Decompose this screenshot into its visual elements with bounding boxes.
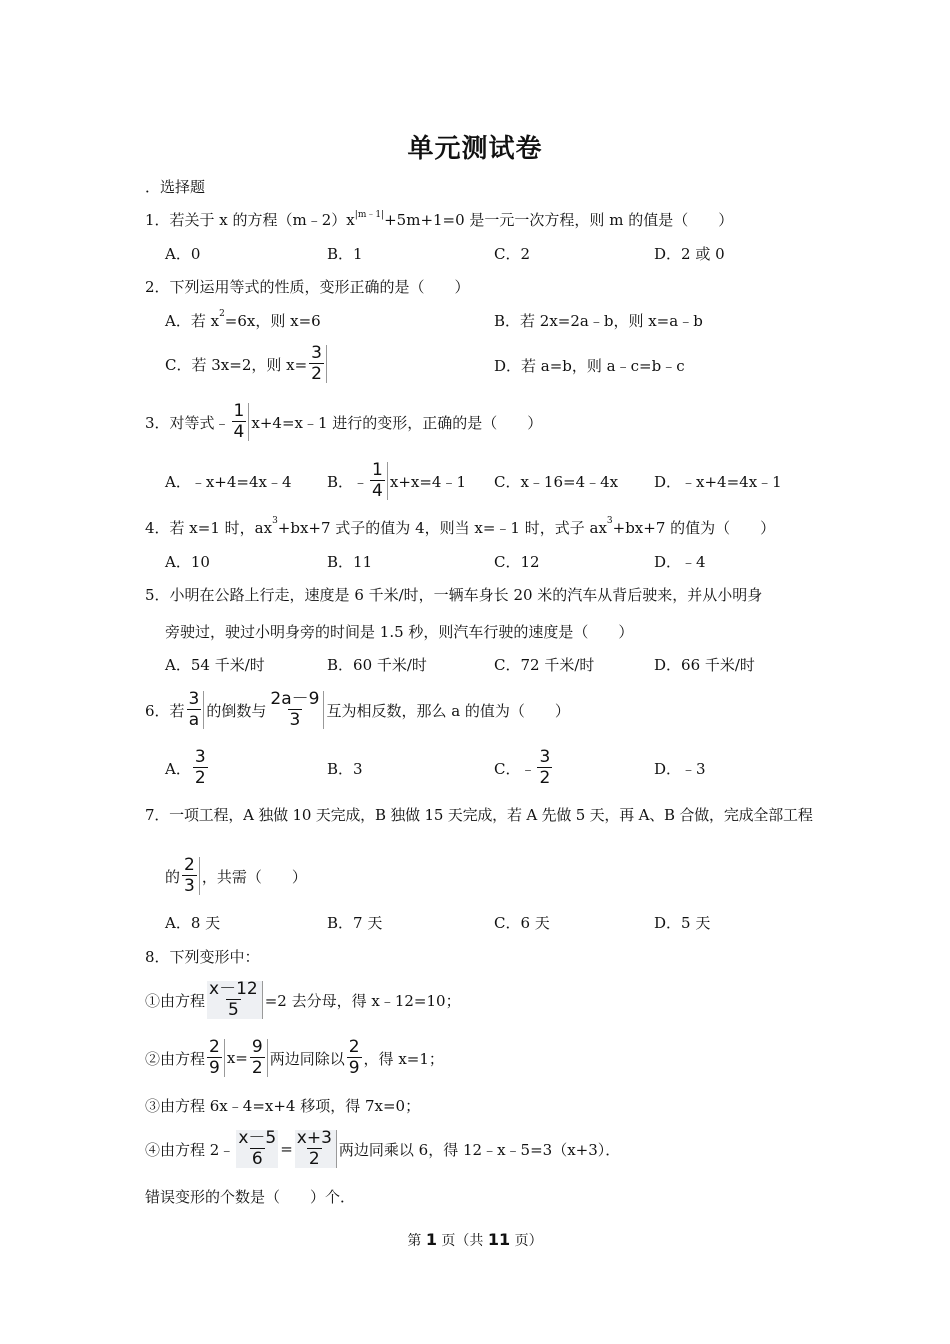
q6-c-fraction <box>537 749 552 787</box>
s1-text-end: =2 去分母，得 x﹣12=10； <box>264 991 461 1010</box>
footer-text-end: 页） <box>510 1233 543 1249</box>
denominator: 2 <box>251 1058 263 1078</box>
denominator: 2 <box>539 768 551 788</box>
numerator: 1 <box>372 460 383 480</box>
s4-text: ④由方程 2﹣ <box>145 1140 235 1159</box>
page-total: 11 <box>487 1230 511 1249</box>
q1-option-d: D．2 或 0 <box>654 244 725 263</box>
section-heading: ．选择题 <box>145 177 206 196</box>
q5-option-b: B．60 千米/时 <box>327 655 427 674</box>
q4-text-end: +bx+7 的值为（ ） <box>612 518 776 537</box>
q7-fraction <box>182 857 200 895</box>
s2-text-mid-2: 两边同除以 <box>269 1049 345 1068</box>
q5-option-d: D．66 千米/时 <box>654 655 755 674</box>
q8-statement-2 <box>145 1036 444 1080</box>
numerator: 3 <box>311 343 322 363</box>
q3-option-c: C．x﹣16=4﹣4x <box>494 472 619 491</box>
question-4 <box>145 515 775 539</box>
s2-text-end: ，得 x=1； <box>363 1049 444 1068</box>
numerator: 2 <box>348 1037 360 1057</box>
denominator: 4 <box>372 481 383 501</box>
q1-option-a: A．0 <box>165 244 201 263</box>
s1-text: ①由方程 <box>145 991 206 1010</box>
numerator: 2 <box>209 1037 220 1057</box>
question-5-line-2: 旁驶过，驶过小明身旁的时间是 1.5 秒，则汽车行驶的速度是（ ） <box>165 622 634 641</box>
q7-text-end: ，共需（ ） <box>201 867 307 886</box>
numerator: 1 <box>233 401 245 421</box>
denominator: 9 <box>209 1058 220 1078</box>
q8-statement-1 <box>145 978 461 1022</box>
q6-option-c <box>494 746 554 790</box>
q6-fraction-1 <box>187 691 205 729</box>
denominator: 9 <box>348 1058 360 1078</box>
s4-equals: = <box>280 1140 293 1158</box>
footer-text-mid: 页（共 <box>436 1233 488 1249</box>
q6-c-text: C．﹣ <box>494 759 536 778</box>
question-6 <box>145 688 570 732</box>
numerator: 3 <box>539 747 551 767</box>
q6-a-text: A． <box>165 759 191 778</box>
q7-option-a: A．8 天 <box>165 913 221 932</box>
denominator: 6 <box>251 1149 263 1169</box>
s2-fraction-2 <box>250 1039 268 1077</box>
q3-fraction <box>232 403 250 441</box>
q7-option-d: D．5 天 <box>654 913 711 932</box>
denominator: a <box>188 710 200 730</box>
q2-option-d: D．若 a=b，则 a﹣c=b﹣c <box>494 356 685 375</box>
question-7-line-1: 7．一项工程，A 独做 10 天完成，B 独做 15 天完成，若 A 先做 5 天，再 A、B 合做，完成全部工程 <box>145 805 813 824</box>
numerator: x－12 <box>209 979 258 999</box>
question-8: 8．下列变形中： <box>145 947 260 966</box>
q1-exponent: |m﹣1| <box>354 209 385 220</box>
s2-text: ②由方程 <box>145 1049 206 1068</box>
q2-a-text: A．若 x <box>165 311 220 330</box>
numerator: 3 <box>194 747 206 767</box>
q2-option-c <box>165 344 329 384</box>
page-title: 单元测试卷 <box>407 134 543 164</box>
q4-option-c: C．12 <box>494 552 540 571</box>
q6-option-d: D．﹣3 <box>654 759 706 778</box>
q1-text: 1．若关于 x 的方程（m﹣2）x <box>145 210 355 229</box>
question-7-line-2 <box>165 853 307 899</box>
q4-exponent-2: 3 <box>606 516 613 526</box>
q5-option-a: A．54 千米/时 <box>165 655 265 674</box>
q2-a-exponent: 2 <box>219 309 225 319</box>
q6-text: 6．若 <box>145 701 185 720</box>
q6-text-mid: 的倒数与 <box>206 701 267 720</box>
q6-option-b: B．3 <box>327 759 363 778</box>
q2-option-b: B．若 2x=2a﹣b，则 x=a﹣b <box>494 311 703 330</box>
footer-text: 第 <box>407 1233 426 1249</box>
q2-c-fraction <box>309 345 327 383</box>
q2-option-a <box>165 308 321 332</box>
denominator: 3 <box>184 876 195 896</box>
q3-text: 3．对等式﹣ <box>145 413 230 432</box>
q3-text-end: x+4=x﹣1 进行的变形，正确的是（ ） <box>251 413 543 432</box>
s4-fraction-2 <box>295 1130 337 1168</box>
q6-text-end: 互为相反数，那么 a 的值为（ ） <box>326 701 570 720</box>
q1-text-end: +5m+1=0 是一元一次方程，则 m 的值是（ ） <box>384 210 734 229</box>
q4-option-d: D．﹣4 <box>654 552 706 571</box>
q7-text: 的 <box>165 867 181 886</box>
s2-text-mid-1: x= <box>226 1049 248 1067</box>
numerator: x+3 <box>296 1128 332 1148</box>
q3-b-text: B．﹣ <box>327 472 369 491</box>
q5-option-c: C．72 千米/时 <box>494 655 595 674</box>
numerator: 3 <box>188 689 200 709</box>
denominator: 2 <box>194 768 206 788</box>
q6-fraction-2 <box>268 691 324 729</box>
q4-option-b: B．11 <box>327 552 373 571</box>
s2-fraction-1 <box>207 1039 225 1077</box>
denominator: 5 <box>227 1000 239 1020</box>
q6-option-a <box>165 746 210 790</box>
q7-option-b: B．7 天 <box>327 913 383 932</box>
q4-text-mid: +bx+7 式子的值为 4，则当 x=﹣1 时，式子 ax <box>277 518 607 537</box>
s4-fraction-1 <box>236 1130 278 1168</box>
s4-text-end: 两边同乘以 6，得 12﹣x﹣5=3（x+3）． <box>338 1140 621 1159</box>
s2-fraction-3 <box>347 1039 362 1077</box>
q4-exponent-1: 3 <box>272 516 278 526</box>
q8-question: 错误变形的个数是（ ）个． <box>145 1187 356 1206</box>
q3-option-a: A．﹣x+4=4x﹣4 <box>165 472 292 491</box>
question-3 <box>145 400 542 444</box>
question-1 <box>145 207 733 231</box>
denominator: 4 <box>233 422 245 442</box>
q3-option-b <box>327 459 466 503</box>
q8-statement-4 <box>145 1127 620 1171</box>
q2-a-text-end: =6x，则 x=6 <box>224 311 321 330</box>
numerator: 2a－9 <box>270 689 320 709</box>
s1-fraction <box>207 981 263 1019</box>
page-footer <box>0 1232 950 1248</box>
q4-option-a: A．10 <box>165 552 210 571</box>
denominator: 2 <box>311 364 322 384</box>
q4-text: 4．若 x=1 时，ax <box>145 518 273 537</box>
q1-option-b: B．1 <box>327 244 363 263</box>
question-5-line-1: 5．小明在公路上行走，速度是 6 千米/时，一辆车身长 20 米的汽车从背后驶来，并从小明身 <box>145 585 763 604</box>
numerator: 9 <box>251 1037 263 1057</box>
q3-b-text-end: x+x=4﹣1 <box>389 472 467 491</box>
question-2: 2．下列运用等式的性质，变形正确的是（ ） <box>145 277 470 296</box>
q3-option-d: D．﹣x+4=4x﹣1 <box>654 472 782 491</box>
q6-a-fraction <box>193 749 208 787</box>
q3-b-fraction <box>370 462 388 500</box>
denominator: 3 <box>289 710 301 730</box>
q8-statement-3: ③由方程 6x﹣4=x+4 移项，得 7x=0； <box>145 1096 421 1115</box>
q2-c-text: C．若 3x=2，则 x= <box>165 355 308 374</box>
denominator: 2 <box>308 1149 320 1169</box>
numerator: 2 <box>184 855 195 875</box>
q1-option-c: C．2 <box>494 244 531 263</box>
q7-option-c: C．6 天 <box>494 913 550 932</box>
numerator: x－5 <box>238 1128 277 1148</box>
page-number: 1 <box>425 1230 437 1249</box>
